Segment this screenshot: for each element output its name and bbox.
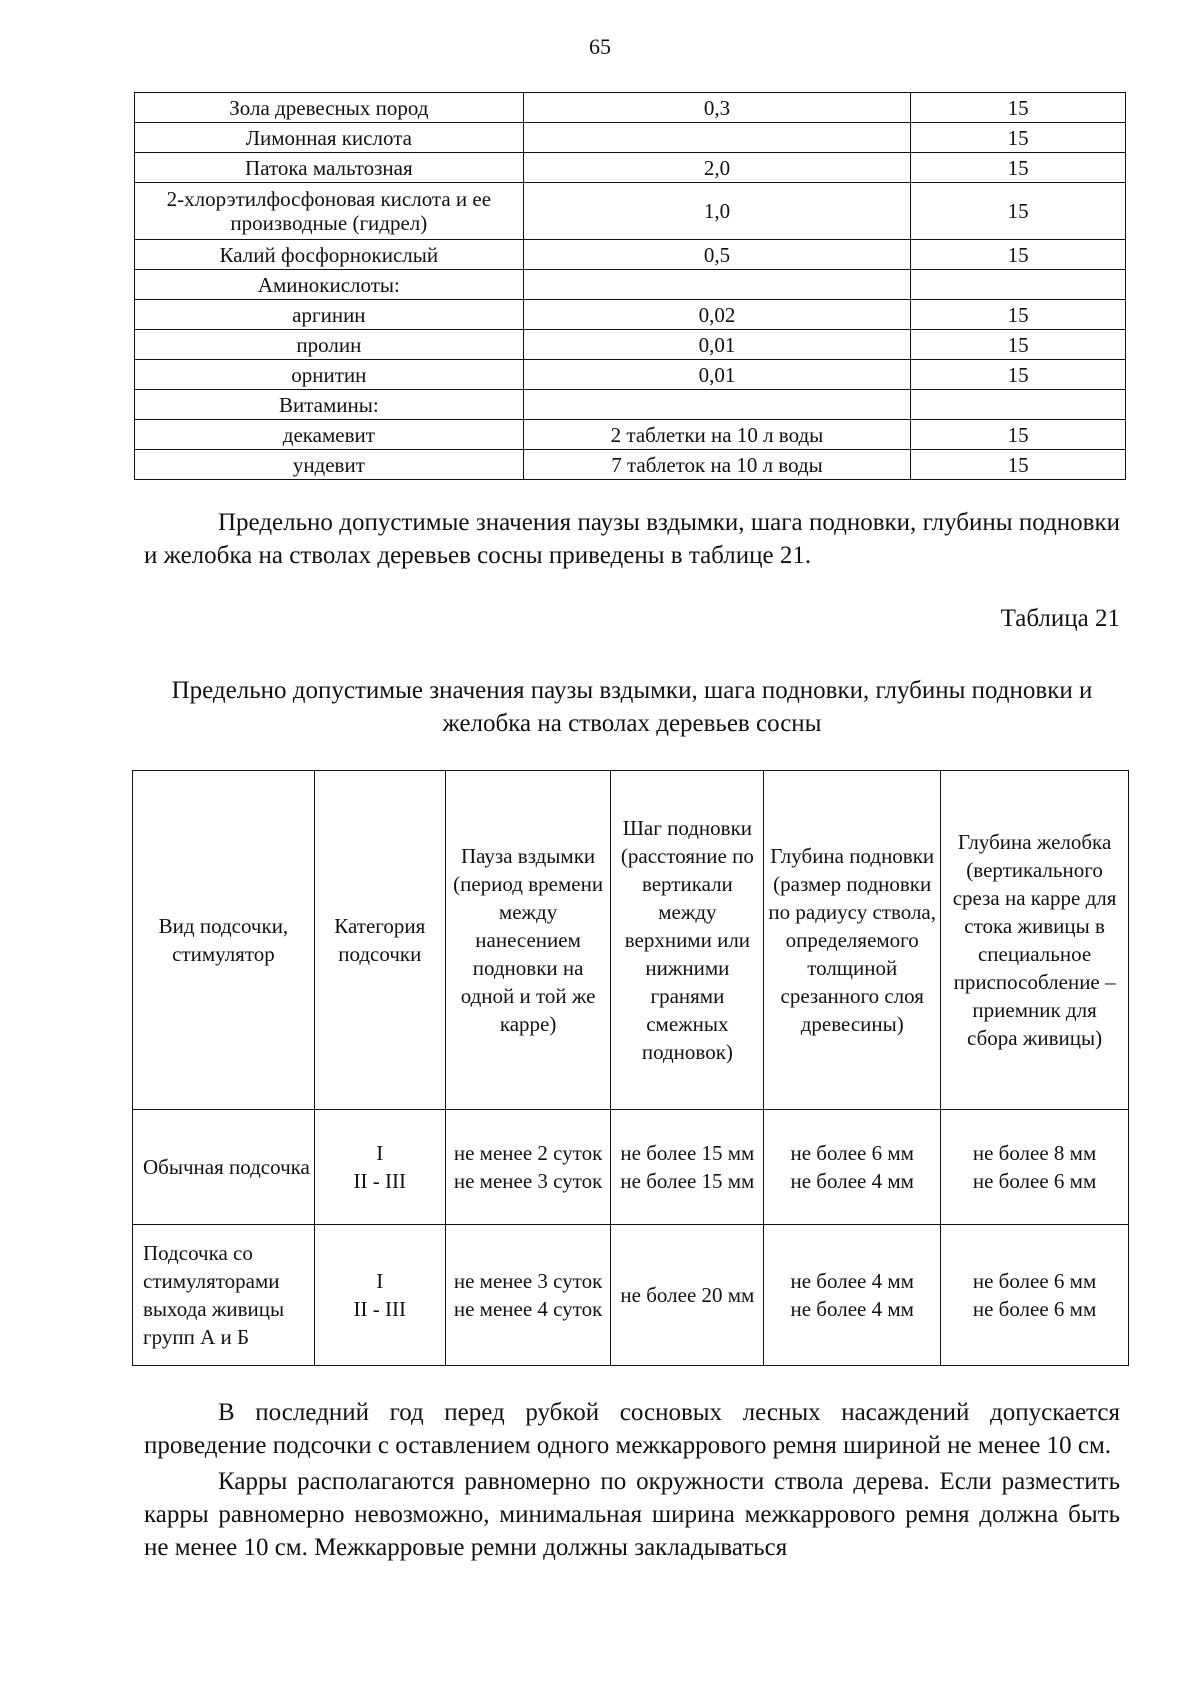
table-cell: 15 <box>911 330 1126 360</box>
groove-value: не более 6 мм <box>972 1297 1097 1321</box>
table-cell <box>523 123 911 153</box>
table-row <box>135 153 1126 183</box>
tapping-type-cell: Обычная подсочка <box>133 1110 315 1225</box>
stimulant-table <box>134 92 1126 480</box>
table-cell: 0,02 <box>523 300 911 330</box>
body-paragraph: Предельно допустимые значения паузы вздымки, шага подновки, глубины подновки и желобка на стволах деревьев сосны приведены в таблице 21. <box>144 509 1120 569</box>
table-cell: Лимонная кислота <box>135 123 524 153</box>
table-cell <box>911 390 1126 420</box>
page-number: 65 <box>589 34 611 59</box>
table-cell: 1,0 <box>523 183 911 240</box>
table-cell: 15 <box>911 420 1126 450</box>
column-header: Пауза вздымки (период времени между нанесением подновки на одной и той же карре) <box>445 771 611 1110</box>
table-cell: 15 <box>911 93 1126 123</box>
pause-cell <box>445 1110 611 1225</box>
table-cell: орнитин <box>135 360 524 390</box>
table-row <box>135 270 1126 300</box>
column-header: Вид подсочки, стимулятор <box>133 771 315 1110</box>
depth-cell <box>764 1110 941 1225</box>
table-cell: 15 <box>911 240 1126 270</box>
table-cell: Зола древесных пород <box>135 93 524 123</box>
table-row <box>135 390 1126 420</box>
column-header: Шаг подновки (расстояние по вертикали между верхними или нижними гранями смежных подновок) <box>611 771 764 1110</box>
table-cell: аргинин <box>135 300 524 330</box>
table-cell <box>523 390 911 420</box>
groove-value: не более 6 мм <box>972 1169 1097 1193</box>
table-row <box>135 93 1126 123</box>
table-cell: Патока мальтозная <box>135 153 524 183</box>
category-value: II - III <box>353 1297 406 1321</box>
step-cell <box>611 1110 764 1225</box>
table-row <box>135 420 1126 450</box>
category-value: I <box>376 1269 384 1293</box>
table-cell: 7 таблеток на 10 л воды <box>523 450 911 480</box>
table-cell: 0,01 <box>523 330 911 360</box>
tapping-limits-table <box>132 770 1129 1366</box>
table-cell: 15 <box>911 123 1126 153</box>
step-value: не более 20 мм <box>620 1283 755 1307</box>
column-header: Категория подсочки <box>314 771 445 1110</box>
table-cell: 0,01 <box>523 360 911 390</box>
depth-value: не более 6 мм <box>790 1141 914 1165</box>
table-cell: 15 <box>911 300 1126 330</box>
table-cell: 2 таблетки на 10 л воды <box>523 420 911 450</box>
table-header-row <box>133 771 1129 1110</box>
column-header: Глубина подновки (размер подновки по радиусу ствола, определяемого толщиной срезанного слоя древесины) <box>764 771 941 1110</box>
table-cell: 0,5 <box>523 240 911 270</box>
table-cell: 15 <box>911 450 1126 480</box>
depth-value: не более 4 мм <box>790 1297 914 1321</box>
table-row <box>135 240 1126 270</box>
table-row <box>135 450 1126 480</box>
depth-value: не более 4 мм <box>790 1269 914 1293</box>
table-row <box>135 330 1126 360</box>
table-cell: 0,3 <box>523 93 911 123</box>
category-value: II - III <box>353 1169 406 1193</box>
step-value: не более 15 мм <box>620 1141 755 1165</box>
table-cell: Аминокислоты: <box>135 270 524 300</box>
table-cell: пролин <box>135 330 524 360</box>
depth-value: не более 4 мм <box>790 1169 914 1193</box>
table-number: Таблица 21 <box>1000 605 1120 632</box>
table-row <box>133 1225 1129 1366</box>
table-row <box>133 1110 1129 1225</box>
groove-value: не более 6 мм <box>972 1269 1097 1293</box>
category-cell <box>314 1110 445 1225</box>
table-cell: декамевит <box>135 420 524 450</box>
category-cell <box>314 1225 445 1366</box>
table-cell: 2-хлорэтилфосфоновая кислота и ее производные (гидрел) <box>135 183 524 240</box>
pause-cell <box>445 1225 611 1366</box>
table-cell <box>911 270 1126 300</box>
depth-cell <box>764 1225 941 1366</box>
step-value: не более 15 мм <box>620 1169 755 1193</box>
groove-cell <box>941 1225 1129 1366</box>
table-row <box>135 183 1126 240</box>
step-cell <box>611 1225 764 1366</box>
groove-value: не более 8 мм <box>972 1141 1097 1165</box>
table-cell: 15 <box>911 360 1126 390</box>
table-row <box>135 360 1126 390</box>
body-paragraph: Карры располагаются равномерно по окружности ствола дерева. Если разместить карры равномерно невозможно, минимальная ширина межкаррового ремня должна быть не менее 10 см. Межкарровые ремни должны закладываться <box>144 1468 1120 1561</box>
body-paragraph: В последний год перед рубкой сосновых лесных насаждений допускается проведение подсочки с оставлением одного межкаррового ремня шириной не менее 10 см. <box>144 1399 1120 1459</box>
table-caption: Предельно допустимые значения паузы вздымки, шага подновки, глубины подновки и желобка на стволах деревьев сосны <box>171 677 1093 737</box>
table-cell: 2,0 <box>523 153 911 183</box>
table-row <box>135 300 1126 330</box>
table-cell <box>523 270 911 300</box>
table-cell: Витамины: <box>135 390 524 420</box>
pause-value: не менее 3 суток <box>453 1169 603 1193</box>
pause-value: не менее 2 суток <box>453 1141 603 1165</box>
pause-value: не менее 3 суток <box>453 1269 603 1293</box>
table-cell: 15 <box>911 153 1126 183</box>
table-cell: ундевит <box>135 450 524 480</box>
groove-cell <box>941 1110 1129 1225</box>
table-cell: Калий фосфорнокислый <box>135 240 524 270</box>
column-header: Глубина желобка (вертикального среза на карре для стока живицы в специальное приспособление – приемник для сбора живицы) <box>941 771 1129 1110</box>
category-value: I <box>376 1141 384 1165</box>
table-cell: 15 <box>911 183 1126 240</box>
pause-value: не менее 4 суток <box>453 1297 603 1321</box>
table-row <box>135 123 1126 153</box>
tapping-type-cell: Подсочка со стимуляторами выхода живицы групп А и Б <box>133 1225 315 1366</box>
